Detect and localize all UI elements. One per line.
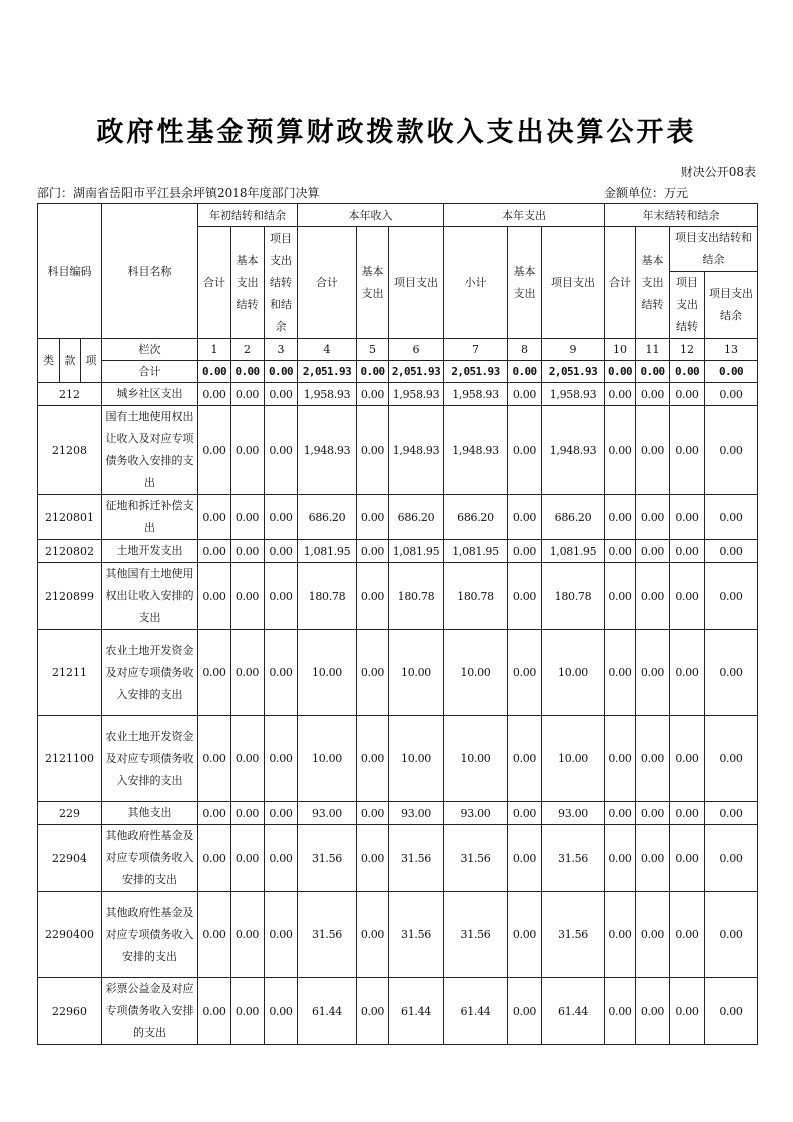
row-value-5: 0.00 <box>357 495 389 540</box>
row-value-7: 1,958.93 <box>444 383 508 406</box>
row-value-5: 0.00 <box>357 892 389 978</box>
column-index-12: 12 <box>670 339 705 361</box>
row-name: 其他支出 <box>102 802 198 825</box>
column-index-13: 13 <box>705 339 758 361</box>
row-value-2: 0.00 <box>231 978 265 1045</box>
total-value-12: 0.00 <box>670 361 705 383</box>
col-7-header: 小计 <box>444 227 508 339</box>
row-value-12: 0.00 <box>670 978 705 1045</box>
header-code: 科目编码 <box>38 204 102 339</box>
row-value-1: 0.00 <box>198 630 231 716</box>
col-1-header: 合计 <box>198 227 231 339</box>
row-value-13: 0.00 <box>705 540 758 563</box>
row-value-13: 0.00 <box>705 383 758 406</box>
total-value-1: 0.00 <box>198 361 231 383</box>
row-value-13: 0.00 <box>705 802 758 825</box>
row-value-8: 0.00 <box>508 495 542 540</box>
row-value-10: 0.00 <box>605 495 636 540</box>
row-value-8: 0.00 <box>508 978 542 1045</box>
column-index-label: 栏次 <box>102 339 198 361</box>
header-xiang: 项 <box>81 339 102 383</box>
table-row <box>38 383 758 406</box>
row-value-3: 0.00 <box>265 563 298 630</box>
row-value-3: 0.00 <box>265 802 298 825</box>
row-value-10: 0.00 <box>605 716 636 802</box>
header-name: 科目名称 <box>102 204 198 339</box>
row-name: 其他国有土地使用权出让收入安排的支出 <box>102 563 198 630</box>
row-value-11: 0.00 <box>636 978 670 1045</box>
row-value-4: 180.78 <box>298 563 357 630</box>
index-row <box>38 339 758 361</box>
row-value-7: 31.56 <box>444 892 508 978</box>
row-value-9: 1,958.93 <box>542 383 605 406</box>
row-value-2: 0.00 <box>231 716 265 802</box>
row-value-4: 10.00 <box>298 630 357 716</box>
row-value-10: 0.00 <box>605 825 636 892</box>
row-value-13: 0.00 <box>705 495 758 540</box>
row-value-12: 0.00 <box>670 802 705 825</box>
row-value-1: 0.00 <box>198 495 231 540</box>
row-value-10: 0.00 <box>605 802 636 825</box>
row-name: 其他政府性基金及对应专项债务收入安排的支出 <box>102 825 198 892</box>
col-5-header: 基本支出 <box>357 227 389 339</box>
total-row <box>38 361 758 383</box>
row-value-5: 0.00 <box>357 540 389 563</box>
row-value-13: 0.00 <box>705 825 758 892</box>
row-value-1: 0.00 <box>198 383 231 406</box>
row-value-5: 0.00 <box>357 802 389 825</box>
row-value-7: 10.00 <box>444 716 508 802</box>
row-value-12: 0.00 <box>670 563 705 630</box>
row-code: 2290400 <box>38 892 102 978</box>
total-value-10: 0.00 <box>605 361 636 383</box>
row-value-9: 31.56 <box>542 825 605 892</box>
row-value-4: 31.56 <box>298 825 357 892</box>
col-13-header: 项目支出结余 <box>705 272 758 339</box>
column-index-9: 9 <box>542 339 605 361</box>
row-code: 2120801 <box>38 495 102 540</box>
row-value-5: 0.00 <box>357 630 389 716</box>
row-value-8: 0.00 <box>508 825 542 892</box>
total-value-8: 0.00 <box>508 361 542 383</box>
total-value-6: 2,051.93 <box>389 361 444 383</box>
row-value-7: 1,948.93 <box>444 406 508 495</box>
row-value-3: 0.00 <box>265 383 298 406</box>
row-value-1: 0.00 <box>198 825 231 892</box>
row-value-11: 0.00 <box>636 563 670 630</box>
row-value-3: 0.00 <box>265 892 298 978</box>
unit-label: 金额单位：万元 <box>604 186 689 200</box>
row-value-13: 0.00 <box>705 563 758 630</box>
col-2-header: 基本支出结转 <box>231 227 265 339</box>
row-value-10: 0.00 <box>605 383 636 406</box>
row-value-8: 0.00 <box>508 406 542 495</box>
row-value-13: 0.00 <box>705 406 758 495</box>
table-row <box>38 495 758 540</box>
col-8-header: 基本支出 <box>508 227 542 339</box>
row-name: 国有土地使用权出让收入及对应专项债务收入安排的支出 <box>102 406 198 495</box>
row-value-7: 93.00 <box>444 802 508 825</box>
header-kuan: 款 <box>60 339 81 383</box>
col-4-header: 合计 <box>298 227 357 339</box>
row-code: 2120899 <box>38 563 102 630</box>
row-value-10: 0.00 <box>605 406 636 495</box>
row-name: 农业土地开发资金及对应专项债务收入安排的支出 <box>102 630 198 716</box>
group-income: 本年收入 <box>298 204 444 227</box>
row-value-9: 1,081.95 <box>542 540 605 563</box>
row-value-3: 0.00 <box>265 540 298 563</box>
row-value-11: 0.00 <box>636 802 670 825</box>
total-value-9: 2,051.93 <box>542 361 605 383</box>
column-index-2: 2 <box>231 339 265 361</box>
row-value-12: 0.00 <box>670 892 705 978</box>
row-code: 2121100 <box>38 716 102 802</box>
col-10-header: 合计 <box>605 227 636 339</box>
row-value-2: 0.00 <box>231 563 265 630</box>
row-value-4: 1,081.95 <box>298 540 357 563</box>
total-label: 合计 <box>102 361 198 383</box>
row-value-10: 0.00 <box>605 892 636 978</box>
total-value-11: 0.00 <box>636 361 670 383</box>
row-value-9: 93.00 <box>542 802 605 825</box>
row-value-3: 0.00 <box>265 630 298 716</box>
row-value-3: 0.00 <box>265 495 298 540</box>
row-code: 21211 <box>38 630 102 716</box>
row-value-8: 0.00 <box>508 540 542 563</box>
total-value-2: 0.00 <box>231 361 265 383</box>
row-value-6: 31.56 <box>389 825 444 892</box>
row-code: 22904 <box>38 825 102 892</box>
col-9-header: 项目支出 <box>542 227 605 339</box>
row-value-12: 0.00 <box>670 495 705 540</box>
table-row <box>38 540 758 563</box>
row-value-7: 180.78 <box>444 563 508 630</box>
row-value-12: 0.00 <box>670 406 705 495</box>
row-value-10: 0.00 <box>605 630 636 716</box>
row-value-4: 61.44 <box>298 978 357 1045</box>
row-value-8: 0.00 <box>508 716 542 802</box>
row-value-6: 93.00 <box>389 802 444 825</box>
col-11-header: 基本支出结转 <box>636 227 670 339</box>
row-value-12: 0.00 <box>670 716 705 802</box>
row-value-5: 0.00 <box>357 825 389 892</box>
row-value-8: 0.00 <box>508 802 542 825</box>
row-value-7: 31.56 <box>444 825 508 892</box>
row-value-6: 1,948.93 <box>389 406 444 495</box>
row-value-11: 0.00 <box>636 495 670 540</box>
row-value-6: 10.00 <box>389 716 444 802</box>
department-label: 部门：湖南省岳阳市平江县余坪镇2018年度部门决算 <box>37 186 320 200</box>
row-name: 其他政府性基金及对应专项债务收入安排的支出 <box>102 892 198 978</box>
row-value-1: 0.00 <box>198 540 231 563</box>
total-value-7: 2,051.93 <box>444 361 508 383</box>
row-value-4: 10.00 <box>298 716 357 802</box>
row-name: 土地开发支出 <box>102 540 198 563</box>
table-row <box>38 978 758 1045</box>
column-index-11: 11 <box>636 339 670 361</box>
row-value-11: 0.00 <box>636 630 670 716</box>
row-value-3: 0.00 <box>265 406 298 495</box>
row-value-2: 0.00 <box>231 383 265 406</box>
row-value-13: 0.00 <box>705 892 758 978</box>
column-index-1: 1 <box>198 339 231 361</box>
row-name: 城乡社区支出 <box>102 383 198 406</box>
column-index-6: 6 <box>389 339 444 361</box>
row-value-4: 1,948.93 <box>298 406 357 495</box>
row-value-10: 0.00 <box>605 540 636 563</box>
row-value-8: 0.00 <box>508 630 542 716</box>
row-value-11: 0.00 <box>636 825 670 892</box>
row-value-12: 0.00 <box>670 825 705 892</box>
row-value-6: 1,958.93 <box>389 383 444 406</box>
row-value-5: 0.00 <box>357 406 389 495</box>
row-value-9: 10.00 <box>542 716 605 802</box>
row-value-11: 0.00 <box>636 892 670 978</box>
table-row <box>38 406 758 495</box>
row-value-5: 0.00 <box>357 563 389 630</box>
row-value-3: 0.00 <box>265 978 298 1045</box>
row-value-8: 0.00 <box>508 383 542 406</box>
column-index-3: 3 <box>265 339 298 361</box>
row-value-6: 1,081.95 <box>389 540 444 563</box>
row-value-4: 686.20 <box>298 495 357 540</box>
total-value-3: 0.00 <box>265 361 298 383</box>
row-value-3: 0.00 <box>265 825 298 892</box>
row-value-6: 31.56 <box>389 892 444 978</box>
row-code: 21208 <box>38 406 102 495</box>
column-index-5: 5 <box>357 339 389 361</box>
row-name: 农业土地开发资金及对应专项债务收入安排的支出 <box>102 716 198 802</box>
row-value-13: 0.00 <box>705 978 758 1045</box>
row-value-7: 10.00 <box>444 630 508 716</box>
row-value-2: 0.00 <box>231 540 265 563</box>
page-title: 政府性基金预算财政拨款收入支出决算公开表 <box>96 117 697 148</box>
column-index-8: 8 <box>508 339 542 361</box>
column-index-7: 7 <box>444 339 508 361</box>
row-value-7: 686.20 <box>444 495 508 540</box>
row-value-9: 1,948.93 <box>542 406 605 495</box>
header-lei: 类 <box>38 339 60 383</box>
total-value-4: 2,051.93 <box>298 361 357 383</box>
row-value-2: 0.00 <box>231 825 265 892</box>
header-row-groups <box>38 204 758 227</box>
col-12-header: 项目支出结转 <box>670 272 705 339</box>
column-index-10: 10 <box>605 339 636 361</box>
row-value-1: 0.00 <box>198 892 231 978</box>
row-value-13: 0.00 <box>705 630 758 716</box>
col-6-header: 项目支出 <box>389 227 444 339</box>
row-value-1: 0.00 <box>198 406 231 495</box>
row-value-7: 61.44 <box>444 978 508 1045</box>
table-row <box>38 630 758 716</box>
row-value-5: 0.00 <box>357 383 389 406</box>
row-value-9: 180.78 <box>542 563 605 630</box>
table-row <box>38 825 758 892</box>
row-value-4: 93.00 <box>298 802 357 825</box>
column-index-4: 4 <box>298 339 357 361</box>
row-value-4: 31.56 <box>298 892 357 978</box>
row-value-11: 0.00 <box>636 406 670 495</box>
group-closing: 年末结转和结余 <box>605 204 758 227</box>
row-code: 2120802 <box>38 540 102 563</box>
table-row <box>38 802 758 825</box>
row-value-11: 0.00 <box>636 540 670 563</box>
total-value-5: 0.00 <box>357 361 389 383</box>
row-value-11: 0.00 <box>636 383 670 406</box>
col-3-header: 项目支出结转和结余 <box>265 227 298 339</box>
row-value-1: 0.00 <box>198 563 231 630</box>
row-value-3: 0.00 <box>265 716 298 802</box>
row-value-2: 0.00 <box>231 630 265 716</box>
row-value-7: 1,081.95 <box>444 540 508 563</box>
row-value-6: 686.20 <box>389 495 444 540</box>
row-name: 彩票公益金及对应专项债务收入安排的支出 <box>102 978 198 1045</box>
row-value-9: 61.44 <box>542 978 605 1045</box>
table-row <box>38 892 758 978</box>
group-expense: 本年支出 <box>444 204 605 227</box>
row-code: 212 <box>38 383 102 406</box>
row-value-13: 0.00 <box>705 716 758 802</box>
row-value-6: 10.00 <box>389 630 444 716</box>
table-number: 财决公开08表 <box>680 165 756 179</box>
row-value-9: 31.56 <box>542 892 605 978</box>
row-value-2: 0.00 <box>231 406 265 495</box>
row-value-2: 0.00 <box>231 892 265 978</box>
row-value-10: 0.00 <box>605 563 636 630</box>
row-value-8: 0.00 <box>508 892 542 978</box>
row-value-11: 0.00 <box>636 716 670 802</box>
group-opening: 年初结转和结余 <box>198 204 298 227</box>
row-value-12: 0.00 <box>670 540 705 563</box>
row-code: 229 <box>38 802 102 825</box>
row-value-6: 61.44 <box>389 978 444 1045</box>
row-value-9: 686.20 <box>542 495 605 540</box>
row-value-4: 1,958.93 <box>298 383 357 406</box>
row-value-12: 0.00 <box>670 383 705 406</box>
row-value-2: 0.00 <box>231 802 265 825</box>
row-value-2: 0.00 <box>231 495 265 540</box>
col-12-group-header: 项目支出结转和结余 <box>670 227 758 272</box>
row-value-5: 0.00 <box>357 978 389 1045</box>
row-value-1: 0.00 <box>198 978 231 1045</box>
row-value-1: 0.00 <box>198 716 231 802</box>
row-name: 征地和拆迁补偿支出 <box>102 495 198 540</box>
row-value-9: 10.00 <box>542 630 605 716</box>
total-value-13: 0.00 <box>705 361 758 383</box>
row-value-8: 0.00 <box>508 563 542 630</box>
table-row <box>38 563 758 630</box>
row-code: 22960 <box>38 978 102 1045</box>
row-value-12: 0.00 <box>670 630 705 716</box>
row-value-5: 0.00 <box>357 716 389 802</box>
budget-table <box>37 203 758 1045</box>
row-value-10: 0.00 <box>605 978 636 1045</box>
table-row <box>38 716 758 802</box>
row-value-1: 0.00 <box>198 802 231 825</box>
row-value-6: 180.78 <box>389 563 444 630</box>
